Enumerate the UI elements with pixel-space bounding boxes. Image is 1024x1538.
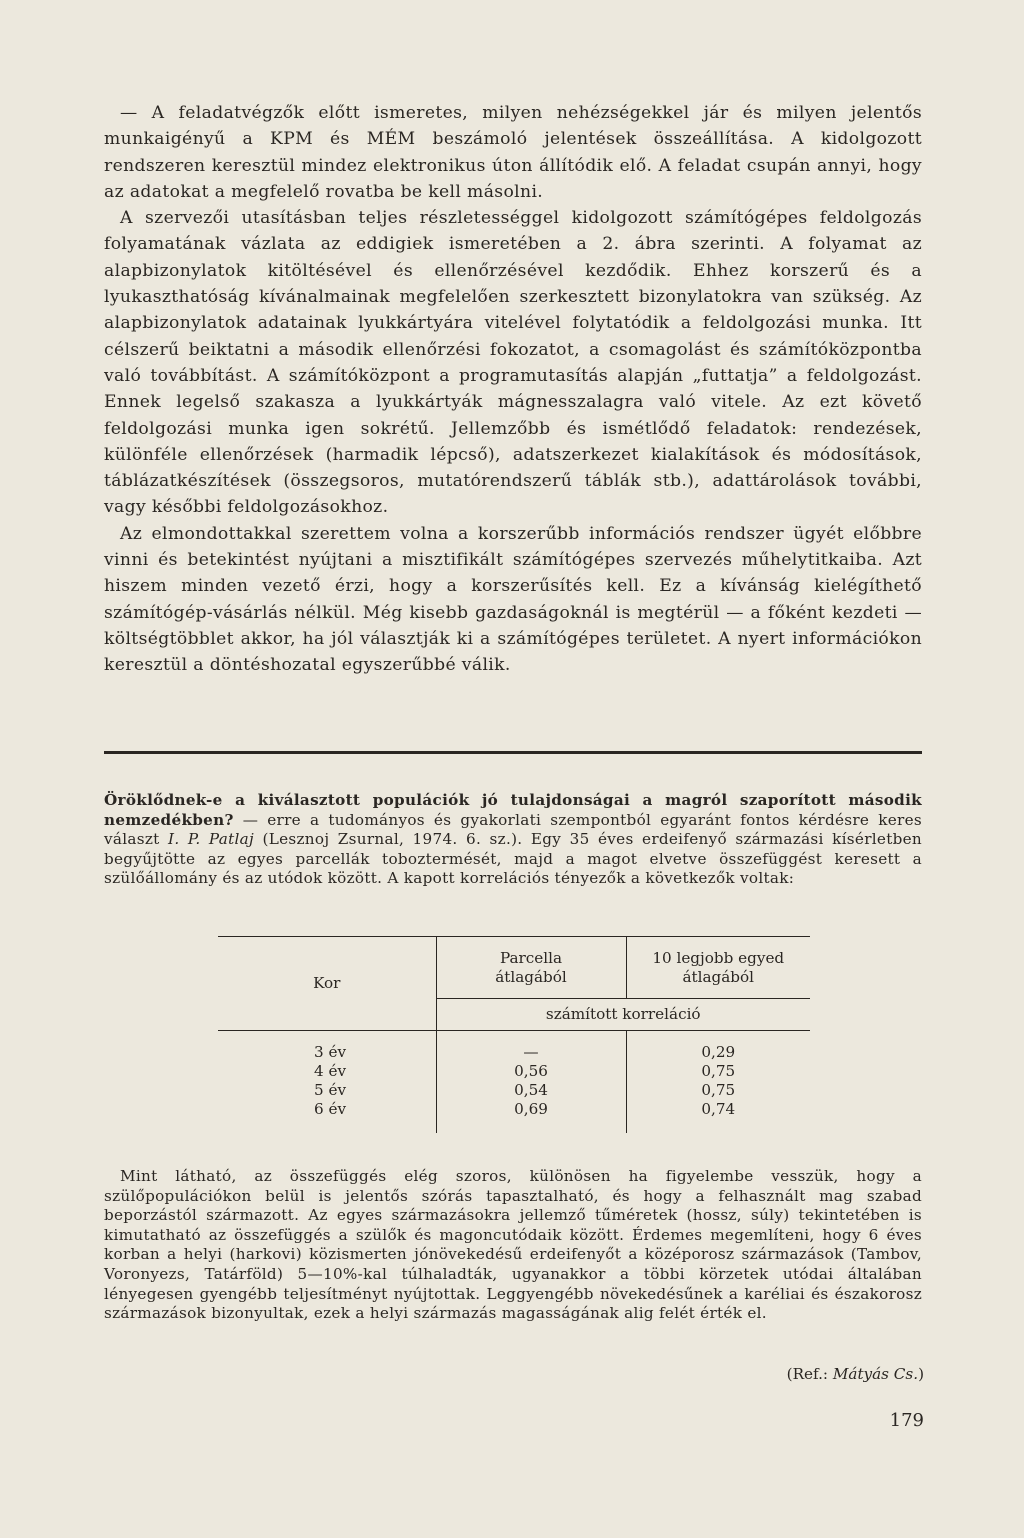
table-header-parcel-text: Parcella átlagából <box>495 948 567 986</box>
notice-author: I. P. Patlaj <box>168 830 255 849</box>
table-cell-age: 4 év <box>218 1062 436 1081</box>
table-row <box>218 1062 810 1081</box>
table-cell-best: 0,75 <box>701 1080 736 1099</box>
ref-prefix: (Ref.: <box>786 1365 833 1383</box>
table-row <box>218 1081 810 1100</box>
page-number: 179 <box>889 1410 924 1431</box>
ref-suffix: ) <box>918 1365 924 1383</box>
notice-section <box>104 791 922 889</box>
notice-text: — erre a tudományos és gyakorlati szempontból egyaránt fontos kérdésre keres választ <box>104 810 922 849</box>
table-cell-parcel: 0,56 <box>436 1062 626 1081</box>
table-cell-age: 5 év <box>218 1081 436 1100</box>
ref-name: Mátyás Cs. <box>832 1365 919 1383</box>
table-subheader: számított korreláció <box>436 999 810 1031</box>
table-cell-best: 0,29 <box>701 1042 736 1061</box>
table-header-best-text: 10 legjobb egyed átlagából <box>652 948 785 986</box>
table-header-best <box>626 937 810 999</box>
table-header-parcel <box>436 937 626 999</box>
table-cell-parcel: — <box>436 1043 626 1062</box>
section-divider <box>104 751 922 754</box>
table-row <box>218 1100 810 1119</box>
article-body <box>104 100 922 679</box>
correlation-table <box>218 936 810 1133</box>
table-cell-age: 6 év <box>218 1100 436 1119</box>
table-cell-best: 0,75 <box>701 1061 736 1080</box>
conclusion-section <box>104 1167 922 1324</box>
table-cell-age: 3 év <box>218 1043 436 1062</box>
reviewer-reference <box>787 1364 924 1384</box>
table-cell-best: 0,74 <box>701 1099 736 1118</box>
table-header-age: Kor <box>218 937 436 1031</box>
notice-paragraph <box>104 791 922 889</box>
notice-heading: Öröklődnek-e a kiválasztott populációk jó tulajdonságai a magról szaporított második nemzedékben? <box>104 791 922 829</box>
conclusion-paragraph: Mint látható, az összefüggés elég szoros, különösen ha figyelembe vesszük, hogy a szülőpopulációkon belül is jelentős szórás tapasztalható, és hogy a felhasznált mag szabad beporzástól származott. Az egyes származásokra jellemző tűméretek (hossz, súly) tekintetében is kimutatható az összefüggés a szülők és magoncutódaik között. Érdemes megemlíteni, hogy 6 éves korban a helyi (harkovi) közismerten jónövekedésű erdeifenyőt a középorosz származások (Tambov, Voronyezs, Tatárföld) 5—10%-kal túlhaladták, ugyanakkor a többi körzetek utódai általában lényegesen gyengébb teljesítményt nyújtottak. Leggyengébb növekedésűnek a karéliai és északorosz származások bizonyultak, ezek a helyi származás magasságának alig felét érték el. <box>104 1167 922 1323</box>
table-row <box>218 1043 810 1062</box>
article-paragraph: — A feladatvégzők előtt ismeretes, milyen nehézségekkel jár és milyen jelentős munkaigényű a KPM és MÉM beszámoló jelentések összeállítása. A kidolgozott rendszeren keresztül mindez elektronikus úton állítódik elő. A feladat csupán annyi, hogy az adatokat a megfelelő rovatba be kell másolni. <box>104 103 922 202</box>
table-cell-parcel: 0,54 <box>436 1081 626 1100</box>
article-paragraph: A szervezői utasításban teljes részletességgel kidolgozott számítógépes feldolgozás folyamatának vázlata az eddigiek ismeretében a 2. ábra szerinti. A folyamat az alapbizonylatok kitöltésével és ellenőrzésével kezdődik. Ehhez korszerű és a lyukaszthatóság kívánalmainak megfelelően szerkesztett bizonylatokra van szükség. Az alapbizonylatok adatainak lyukkártyára vitelével folytatódik a feldolgozási munka. Itt célszerű beiktatni a második ellenőrzési fokozatot, a csomagolást és számítóközpontba való továbbítást. A számítóközpont a programutasítás alapján „futtatja” a feldolgozást. Ennek legelső szakasza a lyukkártyák mágnesszalagra való vitele. Az ezt követő feldolgozási munka igen sokrétű. Jellemzőbb és ismétlődő feladatok: rendezések, különféle ellenőrzések (harmadik lépcső), adatszerkezet kialakítások és módosítások, táblázatkészítések (összegsoros, mutatórendszerű táblák stb.), adattárolások további, vagy későbbi feldolgozásokhoz. <box>104 208 922 518</box>
table-cell-parcel: 0,69 <box>436 1100 626 1119</box>
article-paragraph: Az elmondottakkal szerettem volna a korszerűbb információs rendszer ügyét előbbre vinni és betekintést nyújtani a misztifikált számítógépes szervezés műhelytitkaiba. Azt hiszem minden vezető érzi, hogy a korszerűsítés kell. Ez a kívánság kielégíthető számítógép-vásárlás nélkül. Még kisebb gazdaságoknál is megtérül — a főként kezdeti — költségtöbblet akkor, ha jól választják ki a számítógépes területet. A nyert információkon keresztül a döntéshozatal egyszerűbbé válik. <box>104 523 922 676</box>
notice-text: (Lesznoj Zsurnal, 1974. 6. sz.). Egy 35 éves erdeifenyő származási kísérletben begyűjtötte az egyes parcellák toboztermését, majd a magot elvetve összefüggést keresett a szülőállomány és az utódok között. A kapott korrelációs tényezők a következők voltak: <box>104 830 922 888</box>
